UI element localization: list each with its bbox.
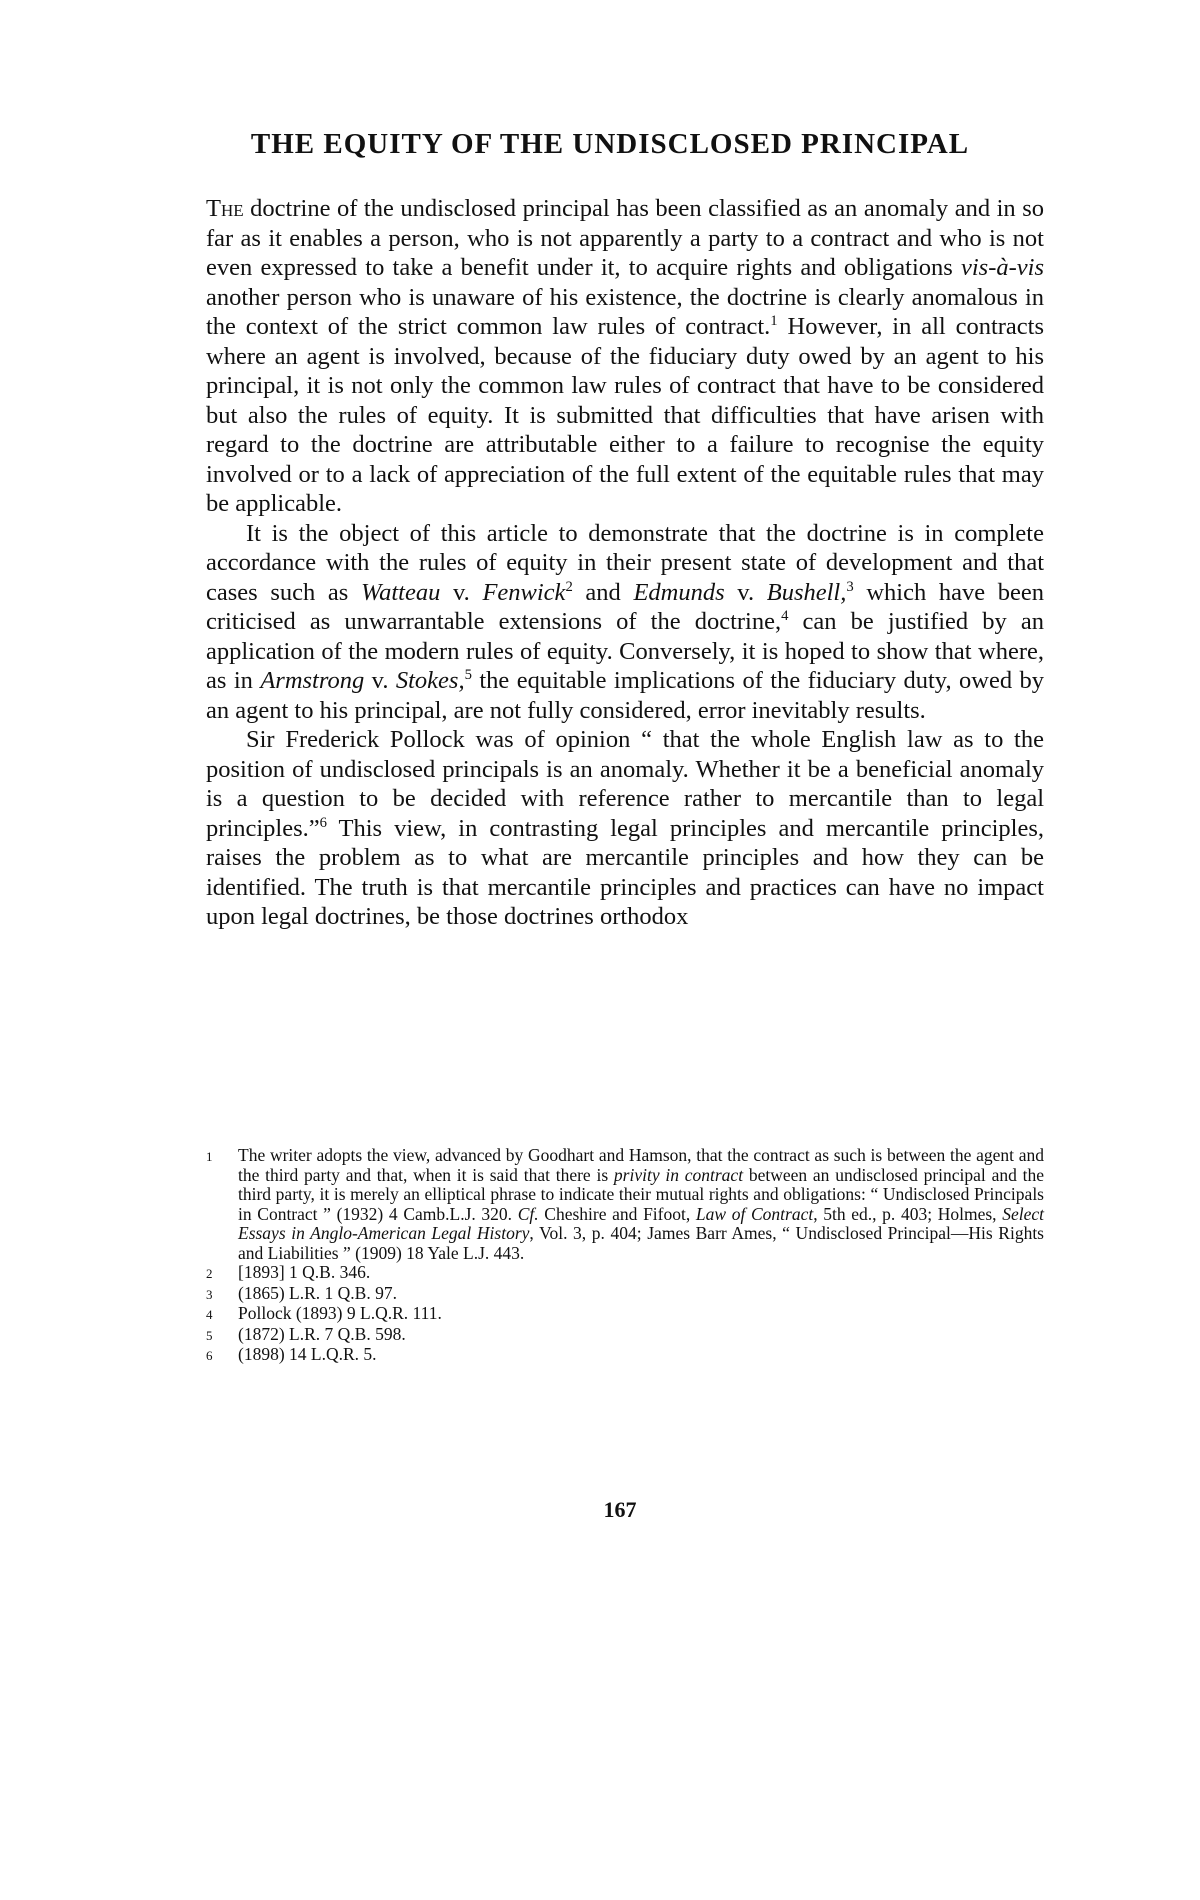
text-run: can be justified by an application of the modern rules of equity. Conversely, it is hoped to show that where, as in — [206, 608, 1044, 694]
text-run: v. — [364, 667, 396, 694]
footnotes — [206, 1146, 1044, 1366]
text-run: This view, in contrasting legal principles and mercantile principles, raises the problem as to what are mercantile principles and how they can be identified. The truth is that mercantile principles and practices can have no impact upon legal doctrines, be those doctrines orthodox — [206, 814, 1044, 930]
article-body — [206, 194, 1044, 932]
footnote-number: 6 — [206, 1348, 213, 1363]
footnote-ref: 1 — [770, 312, 778, 329]
paragraph-3 — [206, 725, 1044, 932]
text-run: between an undisclosed principal and the third party, it is merely an elliptical phrase to indicate their mutual rights and obligations: “ Undisclosed Principals in Contract ” (1932) 4 Camb.L.J. 320. — [238, 1164, 1044, 1224]
text-run: , Vol. 3, p. 404; James Barr Ames, “ Undisclosed Principal—His Rights and Liabilities ” (1909) 18 Yale L.J. 443. — [238, 1223, 1044, 1263]
footnote-ref: 6 — [319, 814, 327, 831]
lead-word: The — [206, 195, 244, 222]
text-run: v. — [724, 578, 767, 606]
case-name: Armstrong — [260, 667, 365, 694]
book-title: Law of Contract — [695, 1203, 814, 1224]
case-name: Fenwick — [482, 578, 566, 606]
page-number: 167 — [603, 1497, 637, 1522]
text-run: which have been criticised as unwarrantable extensions of the doctrine, — [206, 578, 1045, 635]
paragraph-1 — [206, 194, 1044, 519]
footnote-text: Pollock (1893) 9 L.Q.R. 111. — [238, 1303, 442, 1323]
footnote-number: 5 — [206, 1327, 213, 1343]
text-run: v. — [440, 578, 483, 606]
paragraph-2 — [206, 519, 1044, 726]
case-name: Edmunds — [633, 578, 725, 606]
footnote-text: (1898) 14 L.Q.R. 5. — [238, 1344, 377, 1364]
text-run: The writer adopts the view, advanced by Goodhart and Hamson, that the contract as such is between the agent and the third party and that, when it is said that there is — [238, 1145, 1044, 1185]
footnote-ref: 3 — [846, 578, 854, 595]
footnote-number: 1 — [206, 1149, 213, 1164]
footnote-ref: 2 — [565, 578, 573, 595]
footnote-5 — [206, 1325, 1044, 1346]
footnote-text: (1865) L.R. 1 Q.B. 97. — [238, 1282, 397, 1303]
footnote-text: (1872) L.R. 7 Q.B. 598. — [238, 1323, 406, 1344]
footnote-number: 4 — [206, 1307, 213, 1322]
italic-phrase: privity in contract — [613, 1164, 744, 1185]
book-title: Select Essays in Anglo-American Legal History — [238, 1203, 1044, 1243]
footnote-4 — [206, 1304, 1044, 1325]
footnote-text: [1893] 1 Q.B. 346. — [238, 1262, 371, 1282]
italic-phrase: vis-à-vis — [961, 254, 1044, 281]
text-run: the equitable implications of the fiduciary duty, owed by an agent to his principal, are not fully considered, error inevitably results. — [206, 667, 1045, 724]
footnote-1 — [206, 1146, 1044, 1263]
footnote-text — [238, 1146, 1044, 1263]
footnote-2 — [206, 1263, 1044, 1284]
footnote-ref: 4 — [781, 607, 789, 624]
footnote-ref: 5 — [464, 666, 472, 683]
text-run: and — [572, 578, 634, 606]
text-run: Cheshire and Fifoot, — [538, 1203, 696, 1224]
text-run: Sir Frederick Pollock was of opinion “ that the whole English law as to the position of undisclosed principals is an anomaly. Whether it be a beneficial anomaly is a question to be decided with reference rather to mercantile than to legal principles.” — [206, 726, 1044, 842]
text-run: doctrine of the undisclosed principal has been classified as an anomaly and in so far as it enables a person, who is not apparently a party to a contract and who is not even expressed to take a benefit under it, to acquire rights and obligations — [206, 195, 1044, 281]
footnote-number: 3 — [206, 1286, 213, 1302]
text-run: , 5th ed., p. 403; Holmes, — [813, 1203, 1003, 1224]
article-title: THE EQUITY OF THE UNDISCLOSED PRINCIPAL — [250, 128, 970, 160]
case-name: Bushell, — [766, 578, 847, 606]
italic-phrase: Cf. — [517, 1203, 539, 1224]
footnote-3 — [206, 1284, 1044, 1305]
text-run: another person who is unaware of his existence, the doctrine is clearly anomalous in the context of the strict common law rules of contract. — [206, 283, 1044, 340]
case-name: Watteau — [360, 578, 441, 606]
text-run: However, in all contracts where an agent is involved, because of the fiduciary duty owed by an agent to his principal, it is not only the common law rules of contract that have to be considered but also the rules of equity. It is submitted that difficulties that have arisen with regard to the doctrine are attributable either to a failure to recognise the equity involved or to a lack of appreciation of the full extent of the equitable rules that may be applicable. — [206, 313, 1044, 517]
footnote-6 — [206, 1345, 1044, 1366]
case-name: Stokes, — [395, 667, 465, 694]
text-run: It is the object of this article to demonstrate that the doctrine is in complete accordance with the rules of equity in their present state of development and that cases such as — [206, 519, 1044, 606]
footnote-number: 2 — [206, 1266, 213, 1281]
